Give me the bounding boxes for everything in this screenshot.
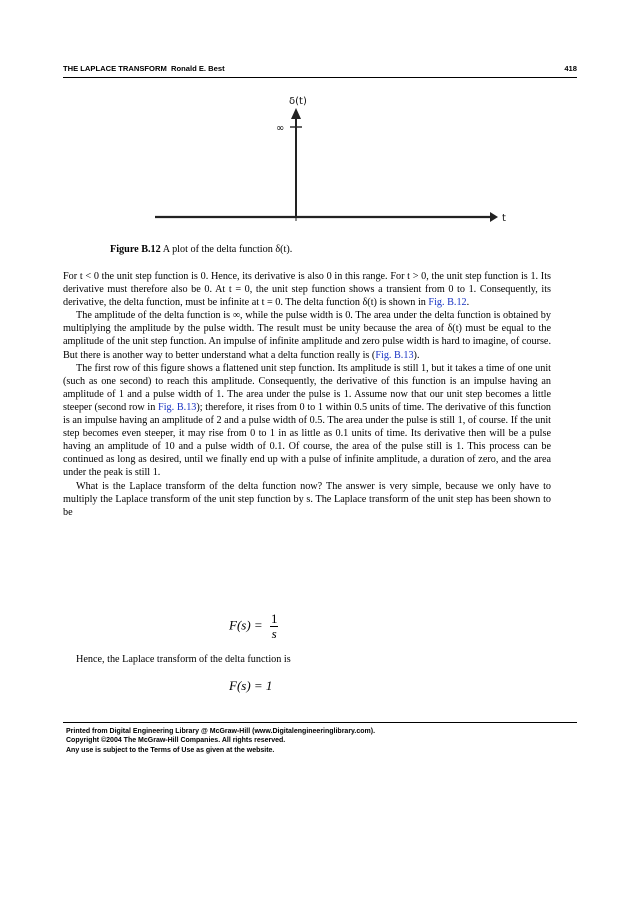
paragraph-3 [63, 362, 551, 480]
equation-2: F(s) = 1 [229, 678, 273, 693]
paragraph-4: What is the Laplace transform of the delta function now? The answer is very simple, because we only have to multiply the Laplace transform of the unit step function by s. The Laplace transform of the unit step has been shown to be [63, 480, 551, 518]
page-number: 418 [564, 64, 577, 73]
fig-b13-link[interactable]: Fig. B.13 [375, 349, 414, 361]
paragraph-2 [63, 309, 551, 361]
header-title-group [63, 64, 225, 73]
running-header [63, 64, 577, 76]
figure-caption [110, 244, 292, 255]
paragraph-2-text: The amplitude of the delta function is ∞, while the pulse width is 0. The area under the delta function is obtained by multiplying the amplitude by the pulse width. The result must be unity because the area of δ(t) must be equal to the amplitude of the unit step function. An impulse of infinite amplitude and zero pulse width is hard to imagine, of course. But there is another way to better understand what a delta function really is ( [63, 310, 551, 361]
paragraph-2-end: ). [413, 349, 420, 361]
equation-delta [229, 678, 272, 694]
caption-prefix: Figure B.12 [110, 244, 161, 255]
paragraph-3-text: The first row of this figure shows a flattened unit step function. Its amplitude is still 1, but it takes a time of one unit (such as one second) to reach this amplitude. Consequently, the derivative of this function is an impulse having an amplitude of 1 and a pulse width of 1. The area under the pulse is 1. Assume now that our unit step becomes a little steeper (second row in [63, 362, 551, 413]
footer-rule [63, 722, 577, 723]
t-axis-arrowhead [490, 212, 498, 222]
hence-line: Hence, the Laplace transform of the delta function is [76, 654, 291, 665]
delta-label: δ(t) [289, 96, 307, 107]
fig-b12-link[interactable]: Fig. B.12 [428, 297, 467, 309]
equation-1-lhs: F(s) = [229, 617, 263, 633]
fraction-numerator: 1 [270, 611, 278, 626]
paragraph-1-text: For t < 0 the unit step function is 0. Hence, its derivative is also 0 in this range. For t > 0, the unit step function is 1. Its derivative must therefore also be 0. At t = 0, the unit step function shows a transient from 0 to 1. Consequently, its derivative, the delta function, must be infinite at t = 0. The delta function δ(t) is shown in [63, 271, 551, 309]
paragraph-1 [63, 270, 551, 309]
infinity-label: ∞ [276, 123, 285, 134]
header-title: THE LAPLACE TRANSFORM [63, 64, 167, 73]
delta-arrowhead [291, 108, 301, 119]
header-rule [63, 77, 577, 78]
footer [66, 727, 375, 755]
header-author: Ronald E. Best [171, 64, 225, 73]
body-text [63, 270, 551, 519]
fig-b13-link-2[interactable]: Fig. B.13 [158, 401, 197, 413]
equation-unit-step [229, 612, 278, 641]
footer-line-1: Printed from Digital Engineering Library @ McGraw-Hill (www.Digitalengineeringlibrary.com). [66, 728, 376, 735]
t-label: t [502, 213, 506, 224]
delta-function-plot [150, 88, 520, 238]
paragraph-3-end: ); therefore, it rises from 0 to 1 within 0.5 units of time. The derivative of this function is an impulse having an amplitude of 2 and a pulse width of 0.5. The area under the pulse is still 1, of course. If the unit step becomes even steeper, it may rise from 0 to 1 in as little as 0.1 units of time. Its derivative then will be a pulse having an amplitude of 10 and a pulse width of 0.1. Of course, the area of the pulse still is 1. This process can be continued as long as desired, until we finally end up with a pulse of infinite amplitude, a duration of zero, and the area under the peak is still 1. [63, 401, 552, 479]
fraction-denominator: s [271, 626, 277, 641]
footer-line-2: Copyright ©2004 The McGraw-Hill Companies. All rights reserved. [66, 737, 286, 745]
figure-b12 [150, 88, 520, 238]
paragraph-1-end: . [466, 297, 470, 309]
fraction [270, 612, 279, 641]
caption-text: A plot of the delta function δ(t). [160, 244, 293, 255]
footer-line-3: Any use is subject to the Terms of Use as given at the website. [66, 746, 275, 754]
